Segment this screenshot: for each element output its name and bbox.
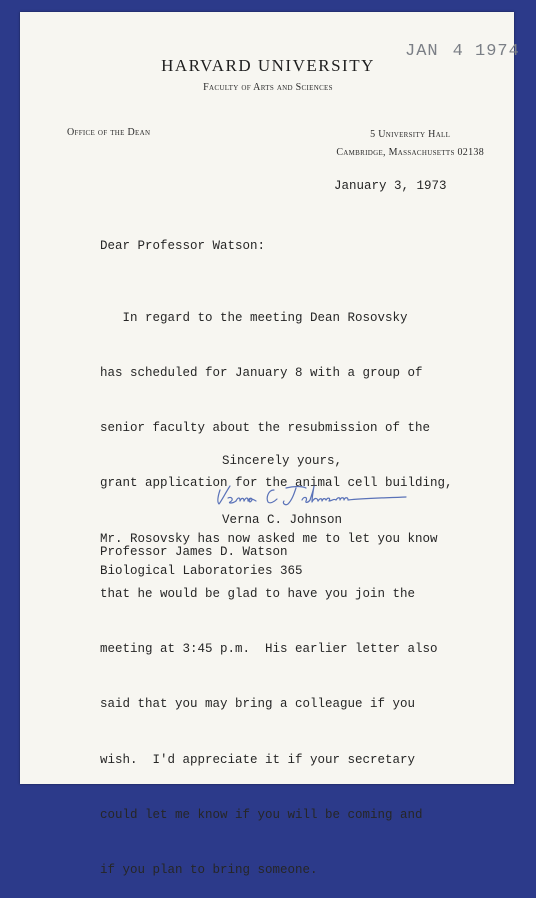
stamp-day-year: 4 1974 <box>452 42 520 61</box>
body-line: senior faculty about the resubmission of the <box>100 421 431 436</box>
body-line: if you plan to bring someone. <box>100 863 318 877</box>
body-line: Mr. Rosovsky has now asked me to let you know <box>100 531 438 546</box>
body-line: wish. I'd appreciate it if your secretary <box>100 752 416 767</box>
recipient-line: Biological Laboratories 365 <box>100 563 303 578</box>
body-line: said that you may bring a colleague if you <box>100 697 416 712</box>
handwritten-signature <box>214 476 414 510</box>
body-line: grant application for the animal cell building, <box>100 476 453 491</box>
letterhead-office: Office of the Dean <box>67 127 151 138</box>
body-line: has scheduled for January 8 with a group of <box>100 366 423 381</box>
body-line: meeting at 3:45 p.m. His earlier letter also <box>100 642 438 657</box>
body-line: that he would be glad to have you join the <box>100 586 416 601</box>
recipient-line: Professor James D. Watson <box>100 545 288 559</box>
letterhead-address <box>336 126 484 162</box>
stamp-month: JAN <box>405 42 439 61</box>
letter-body <box>100 272 453 898</box>
letter-closing: Sincerely yours, <box>222 454 343 468</box>
letter-date: January 3, 1973 <box>334 179 447 193</box>
body-line: could let me know if you will be coming and <box>100 807 423 822</box>
letterhead-university: HARVARD UNIVERSITY <box>161 56 375 75</box>
signatory-name: Verna C. Johnson <box>222 513 343 527</box>
address-line-2: Cambridge, Massachusetts 02138 <box>336 147 484 158</box>
body-line: In regard to the meeting Dean Rosovsky <box>100 310 408 325</box>
address-line-1: 5 University Hall <box>370 129 451 140</box>
letter-salutation: Dear Professor Watson: <box>100 239 266 253</box>
recipient-block <box>100 543 303 580</box>
letterhead-faculty: Faculty of Arts and Sciences <box>203 82 333 93</box>
